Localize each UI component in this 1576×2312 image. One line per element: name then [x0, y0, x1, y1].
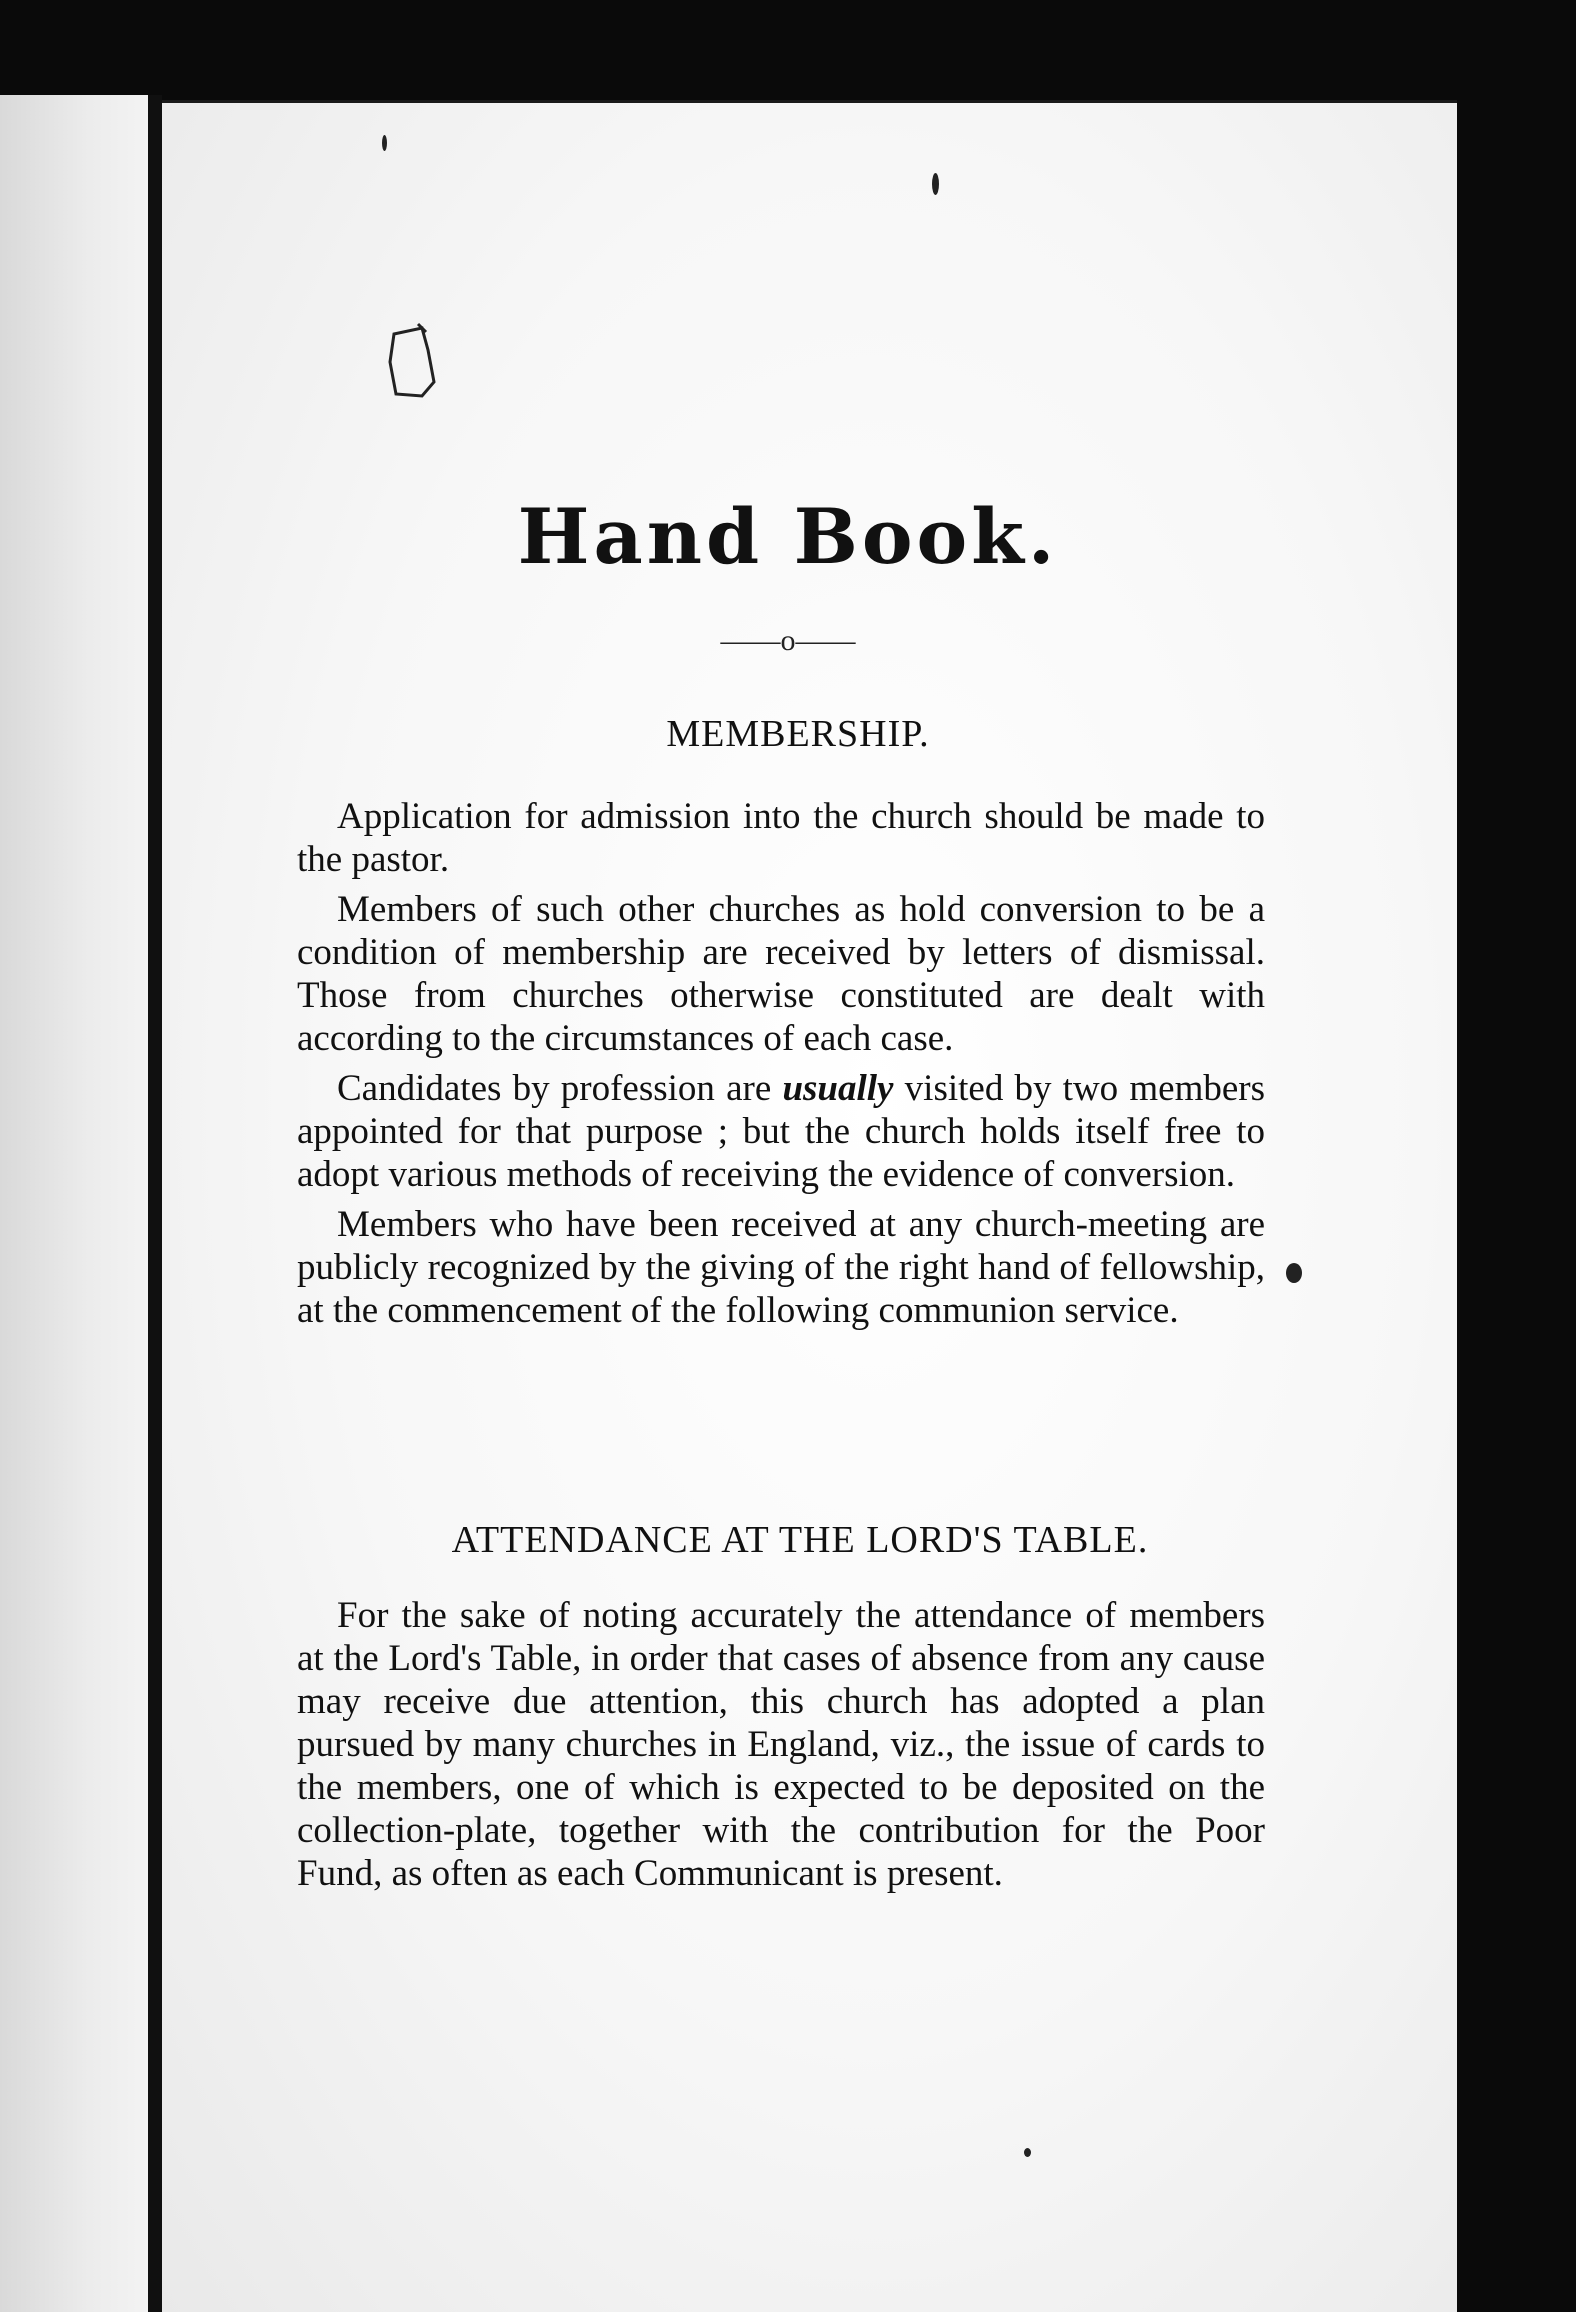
ink-speck: [932, 173, 939, 195]
title-ornament: ——o——: [720, 624, 856, 657]
paragraph-text: Candidates by profession are: [337, 1068, 783, 1109]
section-heading-membership: MEMBERSHIP.: [666, 713, 930, 755]
ink-speck: [1024, 2148, 1031, 2157]
section-heading-attendance: ATTENDANCE AT THE LORD'S TABLE.: [451, 1519, 1149, 1561]
paragraph-text: visited by two members appointed for that purpose ; but the church holds itself free to adopt various methods of receiving the evidence of conversion.: [297, 1068, 1265, 1195]
page-title: Hand Book.: [517, 492, 1059, 581]
ink-speck: [382, 135, 387, 151]
paragraph: Members who have been received at any church-meeting are publicly recognized by the giving of the right hand of fellowship, at the commencement of the following communion service.: [297, 1204, 1265, 1331]
paragraph: [297, 1067, 1265, 1196]
membership-text: [297, 795, 1265, 1339]
pencil-mark-icon: [382, 322, 452, 412]
ink-speck: [1286, 1263, 1302, 1283]
facing-page-edge: [0, 95, 148, 2312]
book-gutter: [148, 95, 162, 2312]
attendance-text: [297, 1594, 1265, 1902]
paragraph: Application for admission into the church should be made to the pastor.: [297, 796, 1265, 880]
paragraph: Members of such other churches as hold conversion to be a condition of membership are received by letters of dismissal. Those from churches otherwise constituted are dealt with according to the circumstances of each case.: [297, 889, 1265, 1059]
emphasis-word: usually: [782, 1068, 894, 1109]
paragraph: For the sake of noting accurately the attendance of members at the Lord's Table, in order that cases of absence from any cause may receive due attention, this church has adopted a plan pursued by many churches in England, viz., the issue of cards to the members, one of which is expected to be deposited on the collection-plate, together with the contribution for the Poor Fund, as often as each Communicant is present.: [297, 1595, 1265, 1894]
